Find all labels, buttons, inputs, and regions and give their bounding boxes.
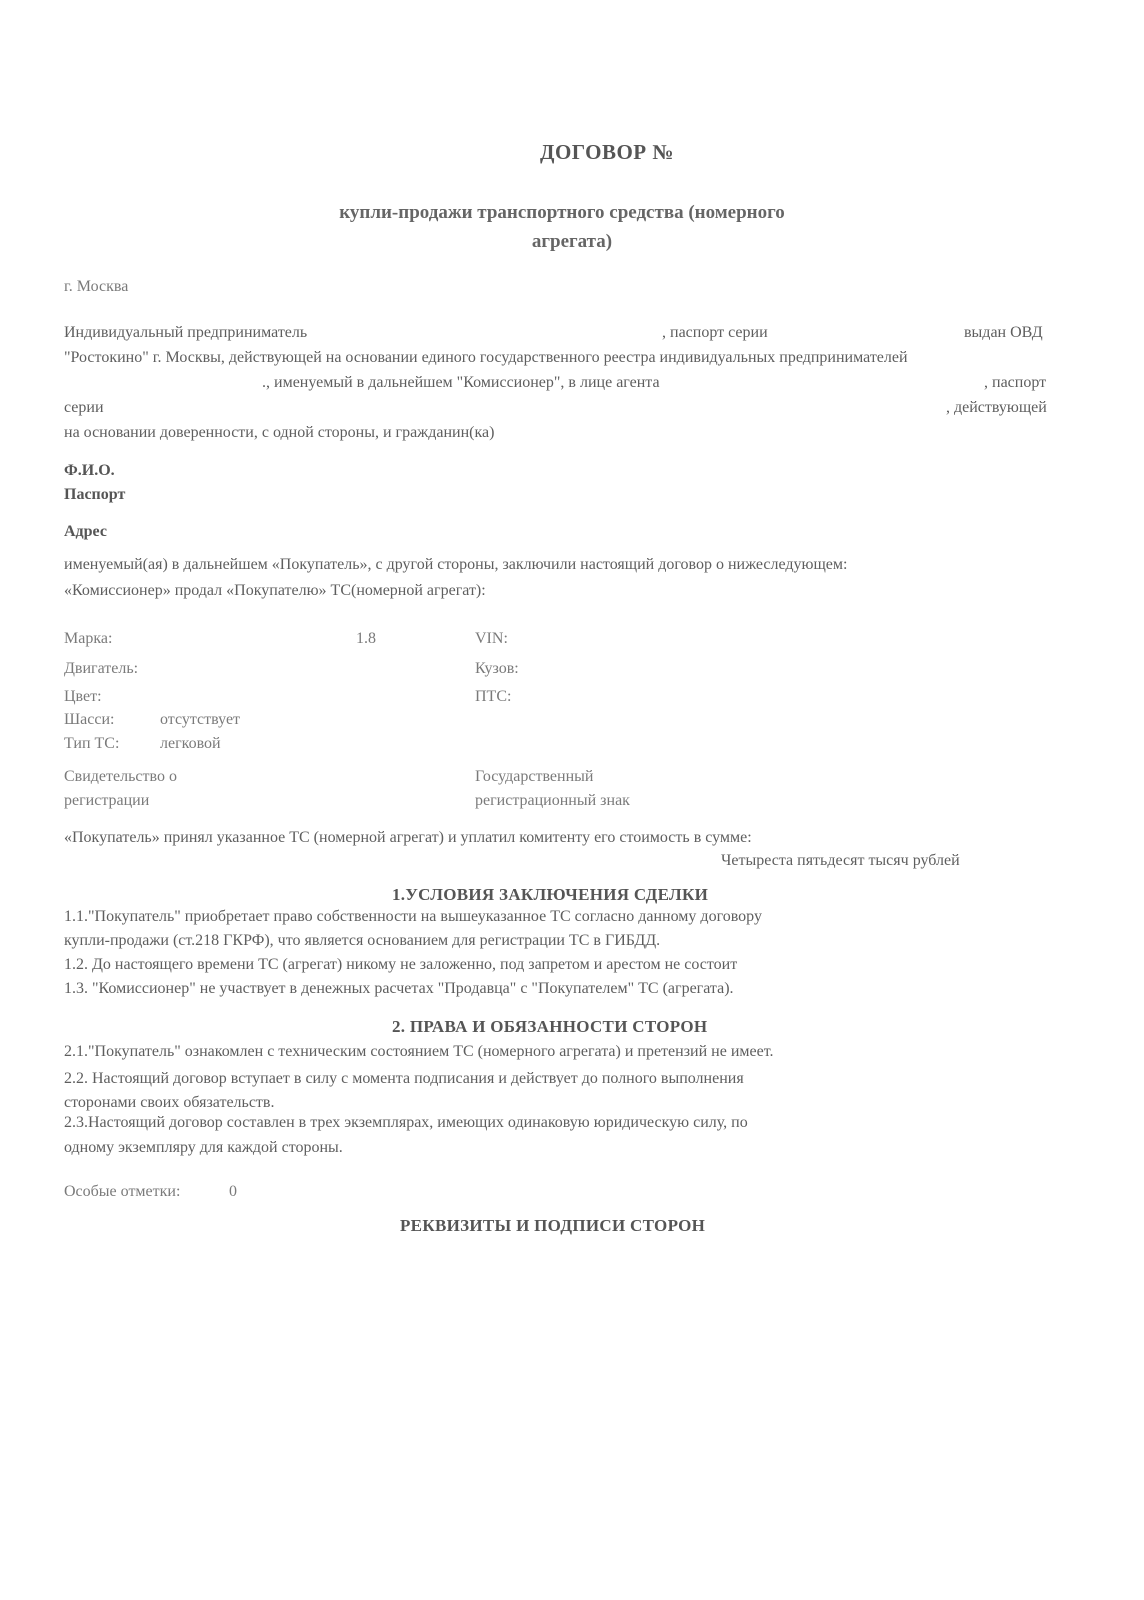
pts-label: ПТС: — [475, 688, 512, 705]
body-label: Кузов: — [475, 660, 519, 677]
subtitle-line-2: агрегата) — [531, 231, 613, 252]
intro-line-3b: , паспорт — [984, 374, 1047, 391]
engine-label: Двигатель: — [64, 660, 139, 677]
intro-line-1a: Индивидуальный предприниматель — [64, 324, 308, 341]
reg-cert-line-1: Свидетельство о — [64, 768, 177, 785]
plate-line-2: регистрационный знак — [475, 792, 630, 809]
type-value: легковой — [160, 735, 221, 752]
address-label: Адрес — [64, 523, 107, 540]
section-2-p1: 2.1."Покупатель" ознакомлен с техническим состоянием ТС (номерного агрегата) и претензий не имеет. — [64, 1043, 774, 1060]
chassis-value: отсутствует — [160, 711, 241, 728]
notes-label: Особые отметки: — [64, 1183, 181, 1200]
color-label: Цвет: — [64, 688, 102, 705]
section-1-p2: 1.2. До настоящего времени ТС (агрегат) никому не заложенно, под запретом и арестом не состоит — [64, 956, 738, 973]
intro-line-3a: ., именуемый в дальнейшем "Комиссионер", в лице агента — [262, 374, 660, 391]
section-2-heading: 2. ПРАВА И ОБЯЗАННОСТИ СТОРОН — [392, 1017, 708, 1036]
section-2-p2-line-2: сторонами своих обязательств. — [64, 1094, 275, 1111]
intro-line-2: "Ростокино" г. Москвы, действующей на основании единого государственного реестра индивидуальных предпринимателей — [64, 349, 908, 366]
vin-label: VIN: — [475, 630, 508, 647]
reg-cert-line-2: регистрации — [64, 792, 150, 809]
section-1-heading: 1.УСЛОВИЯ ЗАКЛЮЧЕНИЯ СДЕЛКИ — [392, 885, 709, 904]
intro-line-1b: , паспорт серии — [662, 324, 768, 341]
buyer-text-line-1: именуемый(ая) в дальнейшем «Покупатель», с другой стороны, заключили настоящий договор о нижеследующем: — [64, 556, 848, 573]
city: г. Москва — [64, 278, 129, 295]
signatures-heading: РЕКВИЗИТЫ И ПОДПИСИ СТОРОН — [400, 1216, 706, 1235]
subtitle-line-1: купли-продажи транспортного средства (номерного — [339, 202, 785, 223]
section-2-p3-line-1: 2.3.Настоящий договор составлен в трех экземплярах, имеющих одинаковую юридическую силу, по — [64, 1114, 748, 1131]
section-1-p1-line-2: купли-продажи (ст.218 ГКРФ), что является основанием для регистрации ТС в ГИБДД. — [64, 932, 661, 949]
engine-volume: 1.8 — [356, 630, 376, 647]
intro-line-4a: серии — [64, 399, 104, 416]
intro-line-5: на основании доверенности, с одной стороны, и гражданин(ка) — [64, 424, 495, 441]
payment-amount: Четыреста пятьдесят тысяч рублей — [721, 852, 960, 869]
section-2-p2-line-1: 2.2. Настоящий договор вступает в силу с момента подписания и действует до полного выполнения — [64, 1070, 744, 1087]
type-label: Тип ТС: — [64, 735, 120, 752]
chassis-label: Шасси: — [64, 711, 115, 728]
make-label: Марка: — [64, 630, 113, 647]
plate-line-1: Государственный — [475, 768, 594, 785]
notes-value: 0 — [229, 1183, 237, 1200]
document-subtitle — [262, 198, 862, 256]
passport-label: Паспорт — [64, 486, 126, 503]
section-1-p1-line-1: 1.1."Покупатель" приобретает право собственности на вышеуказанное ТС согласно данному договору — [64, 908, 762, 925]
intro-line-1c: выдан ОВД — [964, 324, 1043, 341]
intro-line-4b: , действующей — [946, 399, 1047, 416]
section-2-p3-line-2: одному экземпляру для каждой стороны. — [64, 1139, 343, 1156]
buyer-text-line-2: «Комиссионер» продал «Покупателю» ТС(номерной агрегат): — [64, 582, 486, 599]
section-1-p3: 1.3. "Комиссионер" не участвует в денежных расчетах "Продавца" с "Покупателем" ТС (агрегата). — [64, 980, 734, 997]
payment-line-1: «Покупатель» принял указанное ТС (номерной агрегат) и уплатил комитенту его стоимость в сумме: — [64, 829, 752, 846]
fio-label: Ф.И.О. — [64, 462, 115, 479]
document-title: ДОГОВОР № — [540, 140, 674, 164]
